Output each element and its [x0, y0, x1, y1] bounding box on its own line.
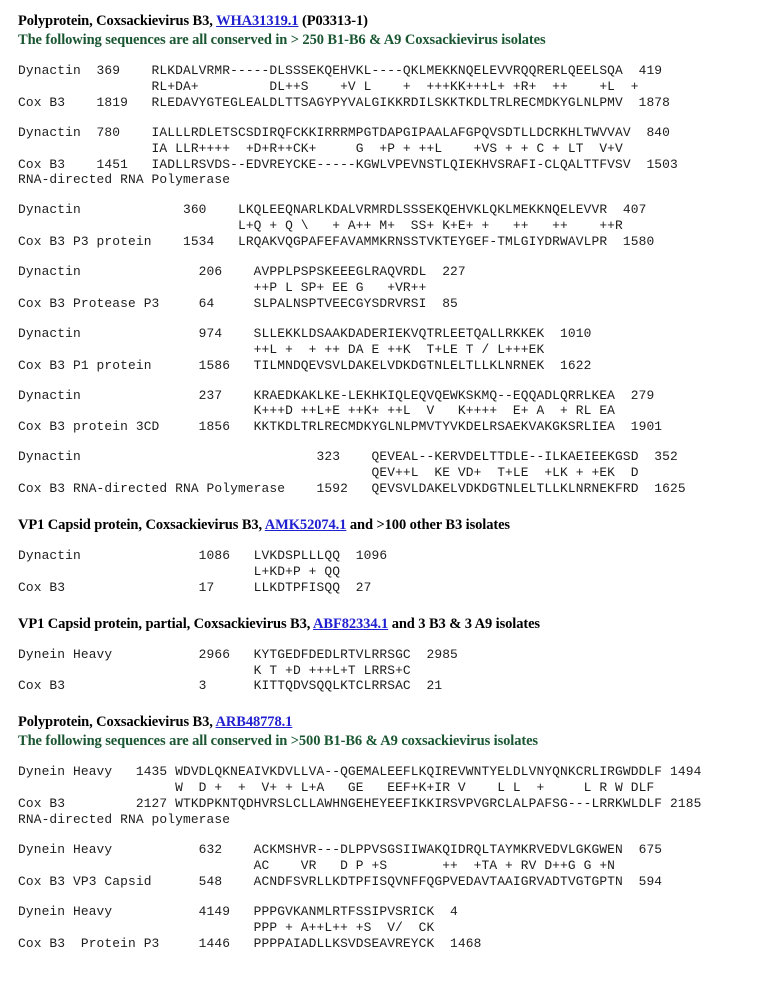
alignment-line: Cox B3 Protease P3 64 SLPALNSPTVEECGYSDRVRSI 85 — [18, 295, 458, 311]
alignment-line: ++L + + ++ DA E ++K T+LE T / L+++EK — [18, 341, 545, 357]
section-title — [18, 615, 777, 634]
alignment-line: Dynein Heavy 4149 PPPGVKANMLRTFSSIPVSRICK 4 — [18, 903, 458, 919]
alignment-line: ++P L SP+ EE G +VR++ — [18, 279, 427, 295]
alignment-block — [18, 548, 777, 596]
section-spacer — [18, 694, 777, 713]
alignment-block — [18, 63, 777, 111]
alignment-line: Cox B3 17 LLKDTPFISQQ 27 — [18, 579, 372, 595]
accession-link[interactable]: AMK52074.1 — [264, 516, 347, 533]
block-spacer — [18, 828, 777, 842]
section-spacer — [18, 596, 777, 615]
section-heading-2 — [18, 516, 777, 535]
heading-spacer — [18, 50, 777, 63]
accession-link[interactable]: ABF82334.1 — [313, 615, 389, 632]
alignment-line: Dynein Heavy 1435 WDVDLQKNEAIVKDVLLVA--QGEMALEEFLKQIREVWNTYELDLVNYQNKCRLIRGWDDLF 1494 — [18, 764, 702, 780]
section-title — [18, 713, 777, 732]
alignment-line: Dynactin 369 RLKDALVRMR-----DLSSSEKQEHVKL----QKLMEKKNQELEVVRQQRERLQEELSQA 419 — [18, 63, 663, 78]
section-title-suffix: and >100 other B3 isolates — [346, 516, 510, 533]
alignment-line: PPP + A++L++ +S V/ CK — [18, 919, 435, 935]
section-title-prefix: VP1 Capsid protein, partial, Coxsackievirus B3, — [18, 615, 314, 632]
alignment-line: Dynactin 206 AVPPLPSPSKEEEGLRAQVRDL 227 — [18, 264, 466, 280]
section-title-prefix: VP1 Capsid protein, Coxsackievirus B3, — [18, 516, 265, 533]
alignment-line: Cox B3 3 KITTQDVSQQLKTCLRRSAC 21 — [18, 678, 443, 694]
heading-spacer — [18, 535, 777, 548]
section-title-prefix: Polyprotein, Coxsackievirus B3, — [18, 13, 217, 29]
accession-link[interactable]: WHA31319.1 — [216, 13, 299, 29]
alignment-line: W D + + V+ + L+A GE EEF+K+IR V L L + L R W DLF — [18, 780, 655, 796]
alignment-line: Dynein Heavy 2966 KYTGEDFDEDLRTVLRRSGC 2985 — [18, 646, 458, 662]
alignment-line: Cox B3 RNA-directed RNA Polymerase 1592 QEVSVLDAKELVDKDGTNLELTLLKLNRNEKFRD 1625 — [18, 481, 686, 497]
alignment-line: RNA-directed RNA polymerase — [18, 812, 231, 828]
alignment-block — [18, 647, 777, 695]
block-spacer — [18, 111, 777, 125]
section-title-suffix: and 3 B3 & 3 A9 isolates — [388, 615, 540, 632]
alignment-line: Cox B3 VP3 Capsid 548 ACNDFSVRLLKDTPFISQVNFFQGPVEDAVTAAIGRVADTVGTGPTN 594 — [18, 873, 663, 889]
alignment-line: AC VR D P +S ++ +TA + RV D++G G +N — [18, 857, 616, 873]
section-heading-1 — [18, 12, 777, 50]
section-spacer — [18, 497, 777, 516]
alignment-line: RL+DA+ DL++S +V L + +++KK+++L+ +R+ ++ +L + — [18, 78, 639, 94]
accession-link[interactable]: ARB48778.1 — [215, 714, 293, 731]
section-title — [18, 12, 777, 31]
alignment-line: Cox B3 protein 3CD 1856 KKTKDLTRLRECMDKYGLNLPMVTYVKDELRSAEKVAKGKSRLIEA 1901 — [18, 419, 663, 435]
alignment-line: Dynactin 237 KRAEDKAKLKE-LEKHKIQLEQVQEWKSKMQ--EQQADLQRRLKEA 279 — [18, 387, 655, 403]
alignment-line: Dynein Heavy 632 ACKMSHVR---DLPPVSGSIIWAKQIDRQLTAYMKRVEDVLGKGWEN 675 — [18, 842, 663, 857]
section-title — [18, 516, 777, 535]
block-spacer — [18, 374, 777, 388]
alignment-block — [18, 842, 777, 890]
alignment-block — [18, 125, 777, 189]
block-spacer — [18, 890, 777, 904]
heading-spacer — [18, 751, 777, 764]
alignment-line: Dynactin 780 IALLLRDLETSCSDIRQFCKKIRRRMPGTDAPGIPAALAFGPQVSDTLLDCRKHLTWVVAV 840 — [18, 124, 671, 140]
section-subheading: The following sequences are all conserved in >500 B1-B6 & A9 coxsackievirus isolates — [18, 733, 538, 750]
alignment-line: Cox B3 P1 protein 1586 TILMNDQEVSVLDAKELVDKDGTNLELTLLKLNRNEK 1622 — [18, 357, 592, 373]
alignment-line: Cox B3 P3 protein 1534 LRQAKVQGPAFEFAVAMMKRNSSTVKTEYGEF-TMLGIYDRWAVLPR 1580 — [18, 234, 655, 250]
alignment-block — [18, 264, 777, 312]
alignment-line: K T +D +++L+T LRRS+C — [18, 662, 411, 678]
alignment-block — [18, 388, 777, 436]
alignment-line: Dynactin 360 LKQLEEQNARLKDALVRMRDLSSSEKQEHVKLQKLMEKKNQELEVVR 407 — [18, 202, 647, 218]
alignment-line: Dynactin 1086 LVKDSPLLLQQ 1096 — [18, 547, 388, 563]
alignment-block — [18, 904, 777, 952]
alignment-line: L+KD+P + QQ — [18, 563, 341, 579]
block-spacer — [18, 312, 777, 326]
block-spacer — [18, 250, 777, 264]
alignment-line: QEV++L KE VD+ T+LE +LK + +EK D — [18, 465, 639, 481]
alignment-block — [18, 764, 777, 828]
alignment-block — [18, 326, 777, 374]
section-subheading: The following sequences are all conserved in > 250 B1-B6 & A9 Coxsackievirus isolates — [18, 32, 546, 48]
report-content — [18, 12, 777, 951]
heading-spacer — [18, 634, 777, 647]
alignment-line: K+++D ++L+E ++K+ ++L V K++++ E+ A + RL EA — [18, 403, 616, 419]
alignment-block — [18, 449, 777, 497]
alignment-line: RNA-directed RNA Polymerase — [18, 172, 231, 188]
alignment-line: Cox B3 1451 IADLLRSVDS--EDVREYCKE-----KGWLVPEVNSTLQIEKHVSRAFI-CLQALTTFVSV 1503 — [18, 156, 678, 172]
alignment-line: IA LLR++++ +D+R++CK+ G +P + ++L +VS + + C + LT V+V — [18, 140, 623, 156]
alignment-line: Dynactin 974 SLLEKKLDSAAKDADERIEKVQTRLEETQALLRKKEK 1010 — [18, 325, 592, 341]
section-heading-4 — [18, 713, 777, 751]
section-title-prefix: Polyprotein, Coxsackievirus B3, — [18, 714, 216, 731]
alignment-line: Cox B3 2127 WTKDPKNTQDHVRSLCLLAWHNGEHEYEEFIKKIRSVPVGRCLALPAFSG---LRRKWLDLF 2185 — [18, 796, 702, 812]
block-spacer — [18, 188, 777, 202]
alignment-line: Dynactin 323 QEVEAL--KERVDELTTDLE--ILKAEIEEKGSD 352 — [18, 449, 678, 465]
alignment-line: Cox B3 1819 RLEDAVYGTEGLEALDLTTSAGYPYVALGIKKRDILSKKTKDLTRLRECMDKYGLNLPMV 1878 — [18, 94, 671, 110]
block-spacer — [18, 435, 777, 449]
alignment-block — [18, 202, 777, 250]
alignment-line: Cox B3 Protein P3 1446 PPPPAIADLLKSVDSEAVREYCK 1468 — [18, 935, 482, 951]
alignment-line: L+Q + Q \ + A++ M+ SS+ K+E+ + ++ ++ ++R — [18, 218, 623, 234]
section-heading-3 — [18, 615, 777, 634]
section-title-suffix: (P03313-1) — [298, 13, 368, 29]
